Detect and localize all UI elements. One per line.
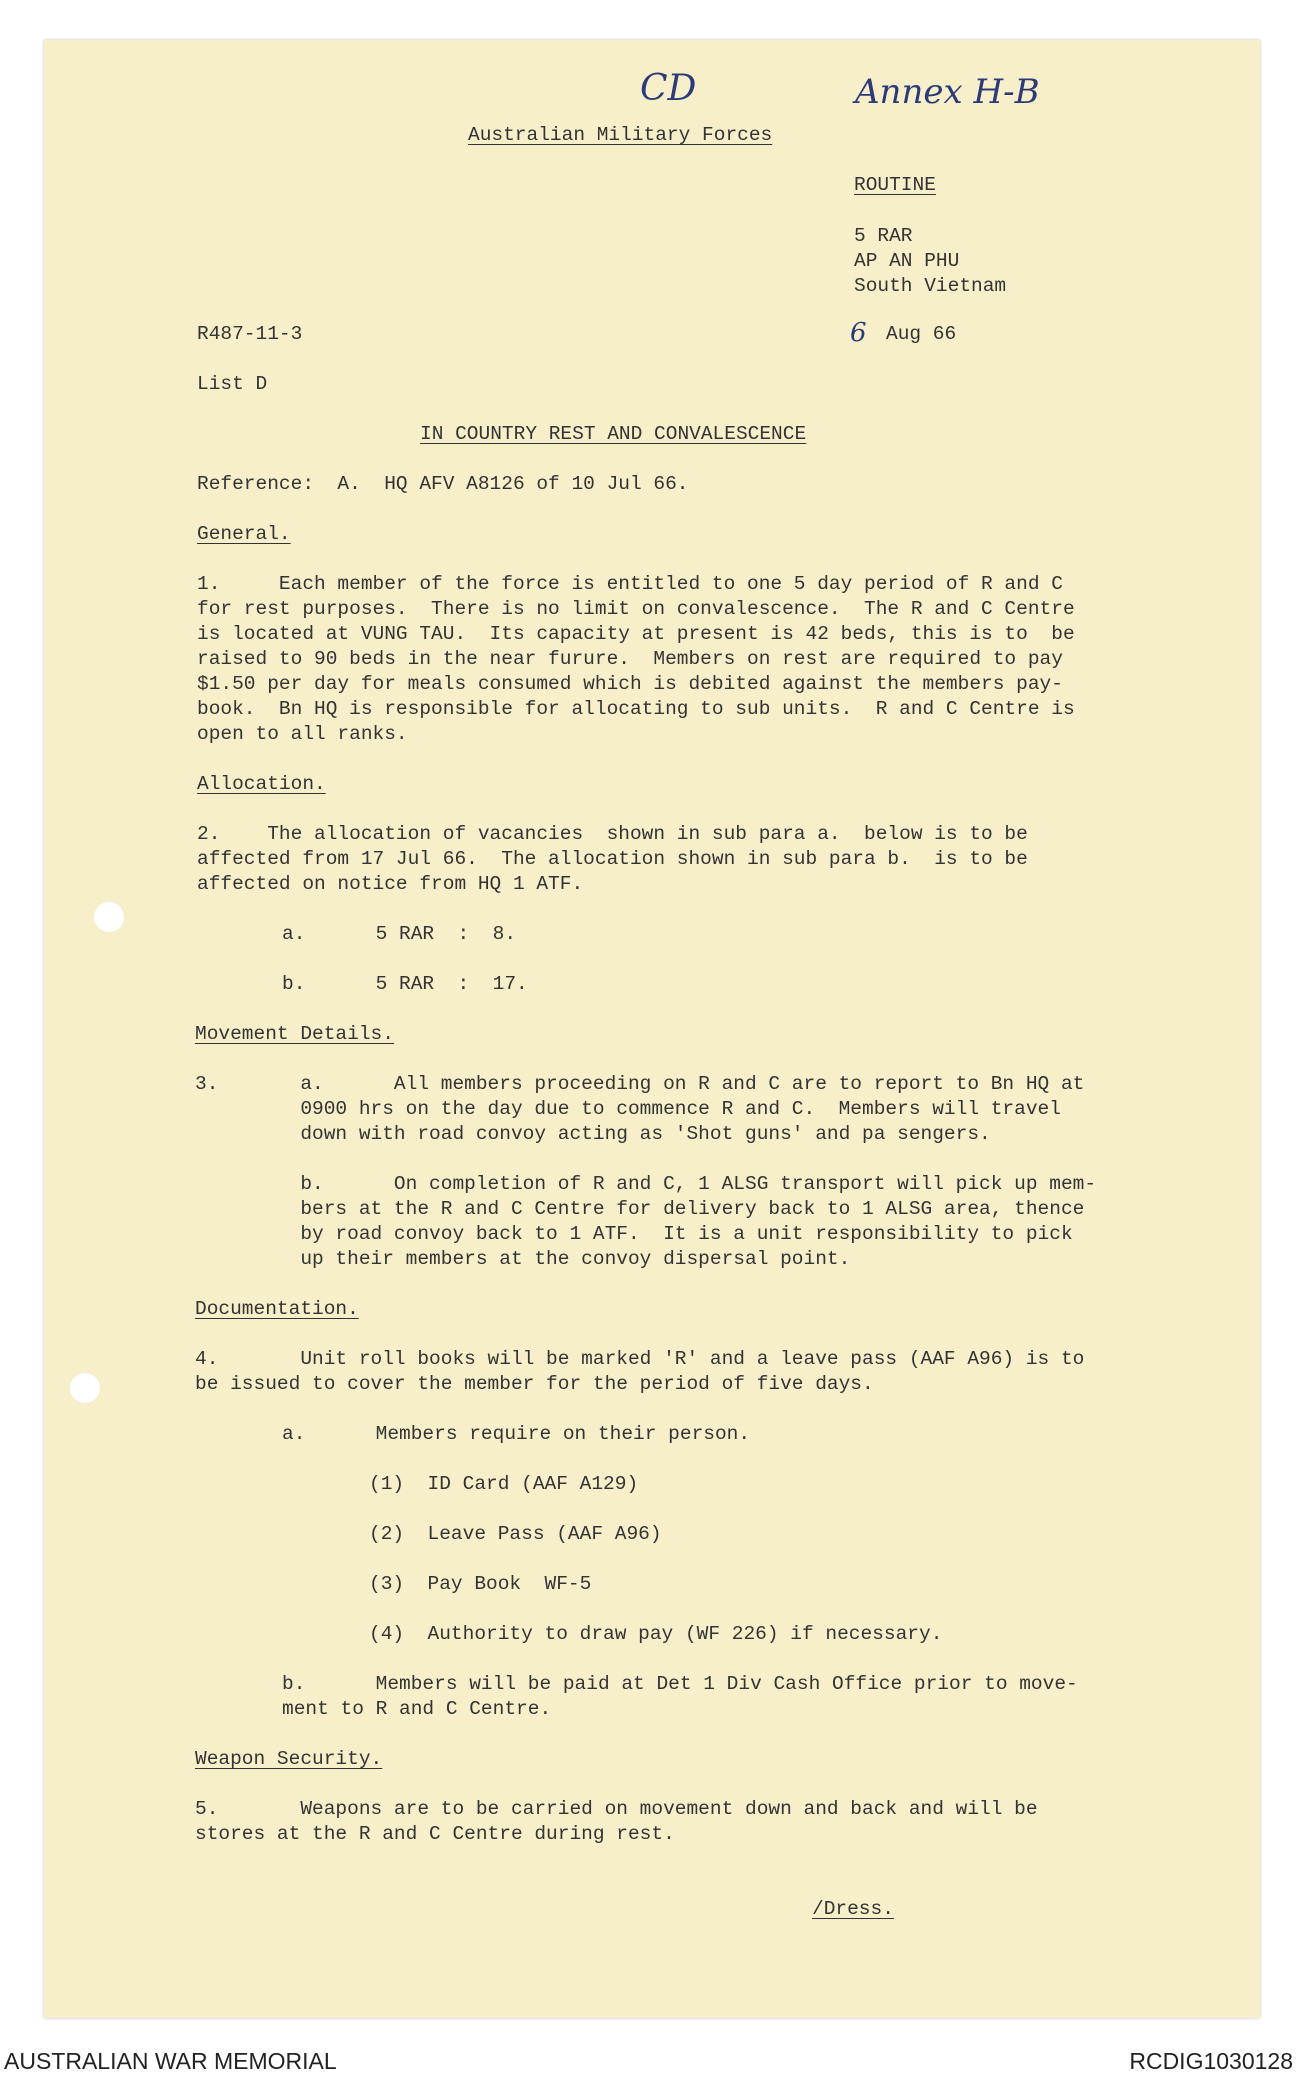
paragraph-line: affected from 17 Jul 66. The allocation shown in sub para b. is to be (197, 848, 1028, 870)
handwritten-cd: CD (640, 68, 697, 109)
allocation-item-a: a. 5 RAR : 8. (282, 923, 517, 945)
distribution-list: List D (197, 373, 268, 395)
paragraph-line: b. On completion of R and C, 1 ALSG transport will pick up mem- (195, 1173, 1097, 1195)
paragraph-line: 3. a. All members proceeding on R and C are to report to Bn HQ at (195, 1073, 1085, 1095)
paragraph-line: 1. Each member of the force is entitled to one 5 day period of R and C (197, 573, 1063, 595)
allocation-item-b: b. 5 RAR : 17. (282, 973, 528, 995)
section-heading-general: General. (197, 523, 291, 545)
documentation-sub-a: a. Members require on their person. (282, 1423, 751, 1445)
paragraph-line: 5. Weapons are to be carried on movement down and back and will be (195, 1798, 1038, 1820)
document-title: Australian Military Forces (468, 124, 773, 146)
location-line-2: South Vietnam (854, 275, 1007, 297)
handwritten-annex: Annex H-B (855, 72, 1040, 112)
subject-heading: IN COUNTRY REST AND CONVALESCENCE (420, 423, 807, 445)
paragraph-line: book. Bn HQ is responsible for allocating to sub units. R and C Centre is (197, 698, 1075, 720)
paragraph-line: b. Members will be paid at Det 1 Div Cash Office prior to move- (282, 1673, 1078, 1695)
paragraph-line: bers at the R and C Centre for delivery back to 1 ALSG area, thence (195, 1198, 1085, 1220)
section-heading-movement: Movement Details. (195, 1023, 394, 1045)
paragraph-line: is located at VUNG TAU. Its capacity at present is 42 beds, this is to be (197, 623, 1075, 645)
required-item: (3) Pay Book WF-5 (369, 1573, 592, 1595)
paragraph-line: open to all ranks. (197, 723, 408, 745)
paragraph-line: up their members at the convoy dispersal point. (195, 1248, 851, 1270)
paragraph-line: be issued to cover the member for the period of five days. (195, 1373, 874, 1395)
required-item: (1) ID Card (AAF A129) (369, 1473, 639, 1495)
required-item: (4) Authority to draw pay (WF 226) if necessary. (369, 1623, 943, 1645)
location-line-1: AP AN PHU (854, 250, 960, 272)
section-heading-allocation: Allocation. (197, 773, 326, 795)
reference-line: Reference: A. HQ AFV A8126 of 10 Jul 66. (197, 473, 689, 495)
paragraph-line: raised to 90 beds in the near furure. Members on rest are required to pay (197, 648, 1063, 670)
unit-name: 5 RAR (854, 225, 913, 247)
paragraph-line: down with road convoy acting as 'Shot guns' and pa sengers. (195, 1123, 991, 1145)
paragraph-line: by road convoy back to 1 ATF. It is a unit responsibility to pick (195, 1223, 1073, 1245)
handwritten-day: 6 (850, 318, 867, 348)
required-item: (2) Leave Pass (AAF A96) (369, 1523, 662, 1545)
paragraph-line: ment to R and C Centre. (282, 1698, 552, 1720)
section-heading-documentation: Documentation. (195, 1298, 359, 1320)
file-reference: R487-11-3 (197, 323, 303, 345)
document-date: Aug 66 (886, 323, 957, 345)
continuation-marker: /Dress. (812, 1898, 894, 1920)
paragraph-line: 0900 hrs on the day due to commence R and C. Members will travel (195, 1098, 1061, 1120)
paragraph-line: for rest purposes. There is no limit on convalescence. The R and C Centre (197, 598, 1075, 620)
section-heading-weapon-security: Weapon Security. (195, 1748, 383, 1770)
paragraph-line: stores at the R and C Centre during rest. (195, 1823, 675, 1845)
paragraph-line: 4. Unit roll books will be marked 'R' and a leave pass (AAF A96) is to (195, 1348, 1085, 1370)
archive-id: RCDIG1030128 (1129, 2048, 1293, 2074)
punch-hole (94, 902, 124, 932)
punch-hole (70, 1373, 100, 1403)
paragraph-line: $1.50 per day for meals consumed which is debited against the members pay- (197, 673, 1063, 695)
classification: ROUTINE (854, 174, 936, 196)
archive-caption: AUSTRALIAN WAR MEMORIAL (4, 2048, 337, 2074)
paragraph-line: 2. The allocation of vacancies shown in sub para a. below is to be (197, 823, 1028, 845)
paragraph-line: affected on notice from HQ 1 ATF. (197, 873, 584, 895)
